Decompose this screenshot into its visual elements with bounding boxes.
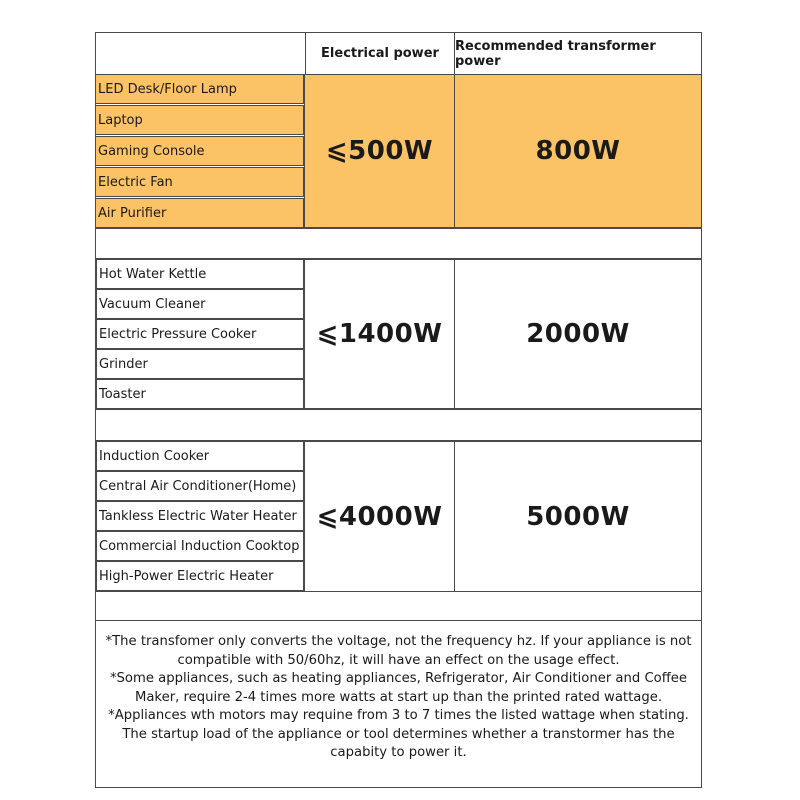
appliance-item: Grinder: [96, 349, 304, 379]
spacer-row-2-top: [96, 409, 701, 410]
appliance-item: Gaming Console: [96, 136, 304, 166]
spacer-row-1-top: [96, 228, 701, 229]
note-line: *Some appliances, such as heating appliances, Refrigerator, Air Conditioner and Coffee: [109, 671, 688, 686]
appliance-item: Electric Fan: [96, 167, 304, 197]
appliance-item: Hot Water Kettle: [96, 259, 304, 289]
appliance-group-2: [96, 259, 701, 411]
appliance-item: Tankless Electric Water Heater: [96, 501, 304, 531]
header-recommended-transformer-power: [455, 33, 702, 74]
note-line: Maker, require 2-4 times more watts at start up than the printed rated wattage.: [134, 689, 663, 705]
spacer-row-3-top: [96, 591, 701, 592]
electrical-power-value: ⩽500W: [304, 74, 455, 228]
notes-section: [96, 629, 701, 787]
appliance-item: Induction Cooker: [96, 441, 304, 471]
appliance-item: High-Power Electric Heater: [96, 561, 304, 591]
spacer-row-3-bottom: [96, 620, 701, 621]
note-line: The startup load of the appliance or tool determines whether a transtormer has the: [122, 726, 675, 742]
power-table: [95, 32, 702, 788]
header-electrical-power-label: Electrical power: [321, 46, 439, 61]
transformer-power-value: 5000W: [454, 441, 702, 592]
note-line: capabity to power it.: [330, 745, 467, 760]
appliance-item: Air Purifier: [96, 198, 304, 228]
header-recommended-transformer-power-label: Recommended transformer power: [455, 38, 656, 69]
note-line: *The transfomer only converts the voltage, not the frequency hz. If your appliance is not: [105, 634, 692, 649]
appliance-item: LED Desk/Floor Lamp: [96, 74, 304, 104]
electrical-power-value: ⩽1400W: [304, 259, 455, 409]
appliance-item: Electric Pressure Cooker: [96, 319, 304, 349]
appliance-item: Toaster: [96, 379, 304, 409]
appliance-item: Commercial Induction Cooktop: [96, 531, 304, 561]
appliance-item: Central Air Conditioner(Home): [96, 471, 304, 501]
electrical-power-value: ⩽4000W: [304, 441, 455, 592]
appliance-group-1: [96, 74, 701, 228]
transformer-power-value: 2000W: [454, 259, 702, 409]
appliance-item: Laptop: [96, 105, 304, 135]
appliance-group-3: [96, 441, 701, 593]
note-line: compatible with 50/60hz, it will have an effect on the usage effect.: [177, 652, 620, 668]
note-line: *Appliances wth motors may requine from 3 to 7 times the listed wattage when stating.: [108, 708, 689, 723]
transformer-power-value: 800W: [454, 74, 702, 228]
appliance-item: Vacuum Cleaner: [96, 289, 304, 319]
header-electrical-power: [306, 33, 454, 74]
